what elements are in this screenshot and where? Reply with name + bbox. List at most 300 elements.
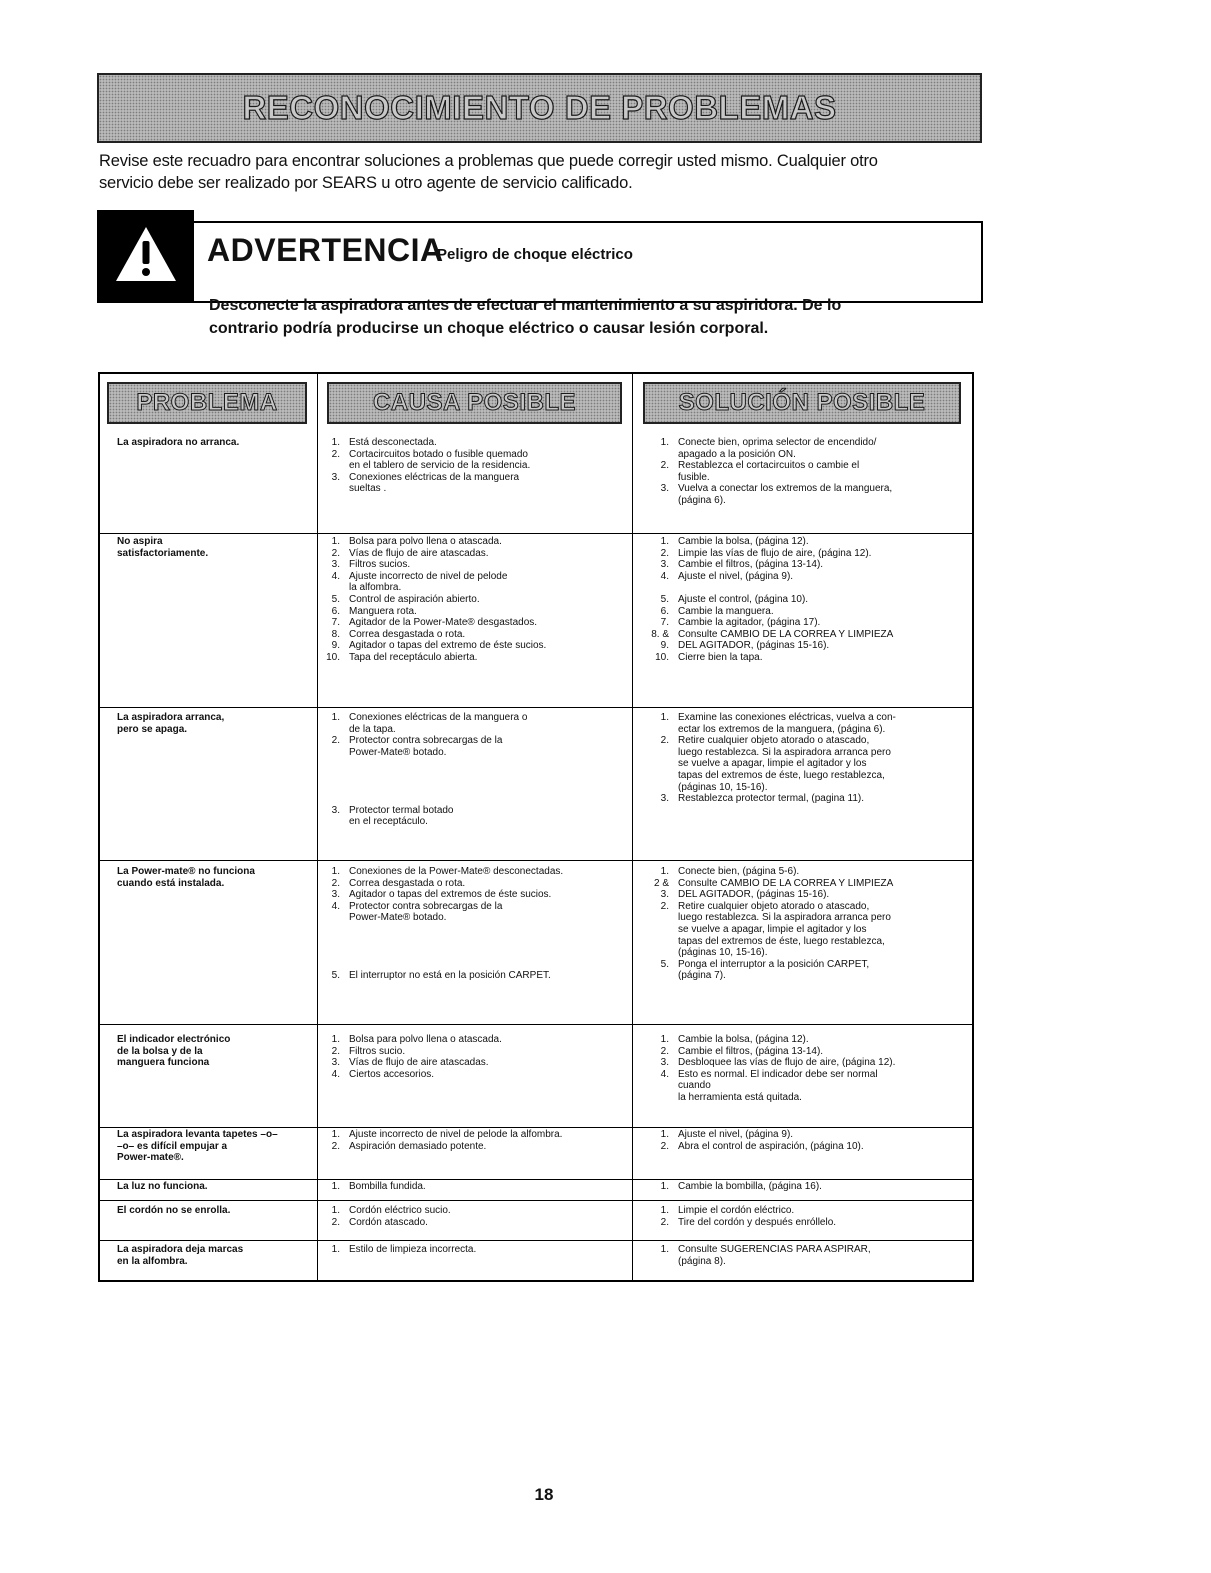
item-text (678, 959, 961, 982)
item-text (349, 548, 632, 560)
row-divider (98, 1240, 974, 1241)
item-number: 1. (331, 1034, 340, 1045)
list-item (651, 460, 961, 483)
item-number: 4. (331, 1068, 340, 1080)
item-line: Cambie la bolsa, (página 12). (678, 536, 809, 547)
item-number: 7. (331, 617, 340, 629)
item-text (678, 1046, 961, 1058)
header-cause (327, 382, 622, 424)
header-solution (643, 382, 961, 424)
item-number: 2. (331, 735, 340, 747)
warning-subtitle: Peligro de choque eléctrico (437, 246, 633, 263)
item-text (349, 652, 632, 664)
item-text (349, 629, 632, 641)
item-text (678, 606, 961, 618)
item-line: la herramienta está quitada. (678, 1091, 802, 1103)
list-item (651, 878, 961, 901)
item-text (678, 1034, 961, 1046)
item-line: Cambie la bombilla, (página 16). (678, 1181, 822, 1192)
row-divider (98, 1024, 974, 1025)
item-text (349, 449, 632, 472)
item-line: Ajuste el nivel, (página 9). (678, 570, 794, 582)
warning-title: ADVERTENCIA (207, 232, 444, 268)
item-text (678, 594, 961, 606)
problem-line: Power-mate®. (117, 1152, 184, 1164)
item-number: 3. (331, 559, 340, 571)
item-line: Cortacircuitos botado o fusible quemado (349, 448, 528, 460)
problem-line: La aspiradora levanta tapetes –o– (117, 1129, 278, 1140)
item-text (678, 1181, 961, 1193)
item-line: Cambie el filtros, (página 13-14). (678, 1045, 824, 1057)
item-line: Agitador o tapas del extremos de éste sucios. (349, 889, 552, 901)
item-number: 2. (660, 460, 669, 472)
item-line: Ajuste el nivel, (página 9). (678, 1129, 794, 1140)
item-number: 10. (326, 651, 340, 663)
item-line: Bolsa para polvo llena o atascada. (349, 536, 502, 547)
list-item (322, 437, 632, 449)
list-item (322, 735, 632, 805)
item-line: Protector contra sobrecargas de la (349, 900, 503, 912)
item-line (349, 947, 632, 959)
item-text (349, 805, 632, 828)
item-line: (páginas 10, 15-16). (678, 947, 768, 959)
list-item (322, 1181, 632, 1193)
item-number: 1. (660, 437, 669, 448)
list-item (651, 866, 961, 878)
list-item (322, 1057, 632, 1069)
item-number: 2. (660, 900, 669, 912)
problem-line: La Power-mate® no funciona (117, 866, 255, 877)
list-item (322, 970, 632, 982)
item-number: 1. (331, 536, 340, 547)
cause-cell (322, 1205, 632, 1228)
item-number: 9. (331, 640, 340, 652)
item-text (349, 1217, 632, 1229)
item-line: luego restablezca. Si la aspiradora arranca pero (678, 746, 891, 758)
row-divider (98, 860, 974, 861)
item-number: 2 & 3. (653, 877, 669, 901)
item-number: 1. (660, 1205, 669, 1216)
item-number: 2. (660, 1140, 669, 1152)
item-number: 1. (660, 1244, 669, 1255)
row-divider (98, 1127, 974, 1128)
item-line: Estilo de limpieza incorrecta. (349, 1244, 477, 1255)
item-line (349, 758, 632, 770)
list-item (651, 1217, 961, 1229)
problem-line: No aspira (117, 536, 163, 547)
item-line: Vías de flujo de aire atascadas. (349, 547, 489, 559)
list-item (651, 1244, 961, 1267)
row-divider (98, 1179, 974, 1180)
list-item (322, 449, 632, 472)
item-line: Bolsa para polvo llena o atascada. (349, 1034, 502, 1045)
item-line: Agitador o tapas del extremo de éste sucios. (349, 640, 547, 652)
item-line: apagado a la posición ON. (678, 448, 796, 460)
list-item (322, 1205, 632, 1217)
item-number: 4. (660, 1068, 669, 1080)
item-number: 2. (331, 1216, 340, 1228)
solution-cell (651, 1244, 961, 1267)
item-line: (página 6). (678, 494, 726, 506)
item-number: 1. (660, 712, 669, 723)
item-number: 1. (331, 1181, 340, 1192)
item-text (678, 548, 961, 560)
item-line: DEL AGITADOR, (páginas 15-16). (678, 640, 830, 652)
problem-line: manguera funciona (117, 1057, 210, 1069)
problem-line: de la bolsa y de la (117, 1045, 203, 1057)
item-line (678, 582, 961, 594)
problem-cell (117, 712, 307, 735)
item-text (349, 472, 632, 495)
list-item (651, 652, 961, 664)
item-line: se vuelve a apagar, limpie el agitador y los (678, 758, 867, 770)
item-text (678, 878, 961, 901)
item-number: 1. (331, 1205, 340, 1216)
item-text (349, 640, 632, 652)
list-item (322, 617, 632, 629)
list-item (651, 1205, 961, 1217)
item-line: Ajuste incorrecto de nivel de pelode (349, 570, 508, 582)
item-line (349, 936, 632, 948)
item-line: El interruptor no está en la posición CARPET. (349, 970, 551, 982)
item-line (349, 782, 632, 794)
list-item (322, 640, 632, 652)
item-line: Cordón eléctrico sucio. (349, 1205, 451, 1216)
item-line: tapas del extremos de éste, luego restablezca, (678, 935, 885, 947)
list-item (651, 594, 961, 606)
item-text (349, 1069, 632, 1081)
item-line: en el tablero de servicio de la residencia. (349, 460, 531, 472)
item-line: Control de aspiración abierto. (349, 593, 480, 605)
item-line: de la tapa. (349, 723, 396, 735)
item-text (349, 559, 632, 571)
cause-cell (322, 712, 632, 828)
item-number: 8. (331, 628, 340, 640)
problem-line: La aspiradora deja marcas (117, 1244, 244, 1255)
problem-cell (117, 866, 307, 889)
column-divider (317, 372, 318, 1282)
item-text (349, 536, 632, 548)
item-line: luego restablezca. Si la aspiradora arranca pero (678, 912, 891, 924)
list-item (322, 594, 632, 606)
list-item (322, 548, 632, 560)
item-line (349, 793, 632, 805)
item-line: la alfombra. (349, 582, 402, 594)
problem-line: en la alfombra. (117, 1255, 188, 1267)
item-line: Restablezca el cortacircuitos o cambie el (678, 460, 860, 472)
header-solution-label: SOLUCIÓN POSIBLE (678, 389, 926, 416)
item-line (349, 959, 632, 971)
list-item (322, 1046, 632, 1058)
item-text (349, 617, 632, 629)
item-text (349, 970, 632, 982)
item-number: 2. (660, 735, 669, 747)
list-item (651, 1141, 961, 1153)
list-item (651, 1129, 961, 1141)
item-number: 3. (660, 793, 669, 805)
item-line: Abra el control de aspiración, (página 10). (678, 1140, 864, 1152)
item-text (349, 1034, 632, 1046)
item-number: 1. (660, 1129, 669, 1140)
item-line: Filtros sucios. (349, 559, 411, 571)
item-line: Power-Mate® botado. (349, 912, 447, 924)
item-line: Power-Mate® botado. (349, 746, 447, 758)
list-item (651, 548, 961, 560)
item-number: 3. (331, 804, 340, 816)
item-line: Filtros sucio. (349, 1045, 406, 1057)
page-number: 18 (534, 1485, 554, 1504)
item-line: Tapa del receptáculo abierta. (349, 651, 478, 663)
list-item (651, 1034, 961, 1046)
item-line (349, 770, 632, 782)
item-text (349, 878, 632, 890)
problem-cell (117, 536, 307, 559)
cause-cell (322, 536, 632, 664)
list-item (651, 1181, 961, 1193)
item-text (349, 889, 632, 901)
list-item (322, 1244, 632, 1256)
item-line (349, 924, 632, 936)
item-number: 3. (331, 1057, 340, 1069)
item-line: Desbloquee las vías de flujo de aire, (página 12). (678, 1057, 896, 1069)
item-text (678, 712, 961, 735)
item-text (678, 866, 961, 878)
item-number: 2. (331, 1140, 340, 1152)
list-item (322, 472, 632, 495)
item-number: 1. (660, 1034, 669, 1045)
header-problem-label: PROBLEMA (136, 389, 278, 416)
list-item (651, 901, 961, 959)
item-line: Manguera rota. (349, 605, 417, 617)
item-line: Consulte CAMBIO DE LA CORREA Y LIMPIEZA (678, 877, 894, 889)
item-number: 5. (331, 593, 340, 605)
item-line: fusible. (678, 471, 710, 483)
item-line: (páginas 10, 15-16). (678, 781, 768, 793)
item-number: 5. (660, 593, 669, 605)
item-text (678, 1129, 961, 1141)
item-line: Retire cualquier objeto atorado o atascado, (678, 735, 870, 747)
item-line: DEL AGITADOR, (páginas 15-16). (678, 889, 830, 901)
item-text (678, 483, 961, 506)
list-item (322, 1141, 632, 1153)
item-number: 10. (655, 651, 669, 663)
list-item (651, 536, 961, 548)
item-text (678, 629, 961, 652)
item-number: 4. (660, 570, 669, 582)
problem-line: El indicador electrónico (117, 1034, 231, 1045)
item-line: Conecte bien, oprima selector de encendido/ (678, 437, 877, 448)
item-line: Limpie el cordón eléctrico. (678, 1205, 795, 1216)
title-banner (97, 73, 982, 143)
cause-cell (322, 1129, 632, 1152)
item-number: 2. (331, 547, 340, 559)
item-line: Cambie la bolsa, (página 12). (678, 1034, 809, 1045)
item-text (678, 1057, 961, 1069)
item-number: 8. & 9. (651, 628, 669, 652)
item-text (349, 1057, 632, 1069)
list-item (322, 901, 632, 971)
item-text (678, 1069, 961, 1104)
item-line: Examine las conexiones eléctricas, vuelva a con- (678, 712, 896, 723)
item-text (349, 1046, 632, 1058)
warning-body-line-2: contrario podría producirse un choque eléctrico o causar lesión corporal. (209, 320, 769, 337)
item-text (349, 735, 632, 805)
item-text (678, 617, 961, 629)
item-number: 2. (660, 1045, 669, 1057)
item-text (349, 1244, 632, 1256)
solution-cell (651, 712, 961, 805)
item-text (349, 1129, 632, 1141)
item-number: 4. (331, 570, 340, 582)
item-text (349, 1181, 632, 1193)
item-line: Protector termal botado (349, 804, 454, 816)
item-line: Retire cualquier objeto atorado o atascado, (678, 900, 870, 912)
solution-cell (651, 536, 961, 664)
problem-line: pero se apaga. (117, 723, 188, 735)
page-title: RECONOCIMIENTO DE PROBLEMAS (242, 89, 837, 126)
item-text (349, 712, 632, 735)
item-text (678, 652, 961, 664)
item-number: 1. (331, 1129, 340, 1140)
solution-cell (651, 866, 961, 982)
cause-cell (322, 1181, 632, 1193)
item-text (678, 460, 961, 483)
item-number: 5. (660, 958, 669, 970)
list-item (651, 606, 961, 618)
item-line: (página 7). (678, 970, 726, 982)
item-text (678, 536, 961, 548)
item-line: Ajuste el control, (página 10). (678, 593, 809, 605)
item-line: Cambie la manguera. (678, 605, 774, 617)
item-number: 3. (660, 1057, 669, 1069)
item-line: Conecte bien, (página 5-6). (678, 866, 800, 877)
item-text (678, 1141, 961, 1153)
item-number: 5. (331, 970, 340, 982)
item-number: 3. (660, 559, 669, 571)
row-divider (98, 1200, 974, 1201)
item-text (349, 1141, 632, 1153)
warning-body-line-1: Desconecte la aspiradora antes de efectuar el mantenimiento a su aspiridora. De lo (209, 297, 842, 314)
item-number: 3. (331, 471, 340, 483)
item-number: 4. (331, 900, 340, 912)
problem-line: La aspiradora no arranca. (117, 437, 240, 448)
item-line: Restablezca protector termal, (pagina 11). (678, 793, 865, 805)
item-text (678, 793, 961, 805)
item-text (678, 735, 961, 793)
item-number: 2. (331, 877, 340, 889)
item-text (678, 437, 961, 460)
item-line: Aspiración demasiado potente. (349, 1140, 487, 1152)
item-number: 7. (660, 617, 669, 629)
cause-cell (322, 437, 632, 495)
warning-triangle-icon (113, 224, 179, 284)
column-divider (632, 372, 633, 1282)
item-number: 2. (331, 448, 340, 460)
list-item (651, 793, 961, 805)
list-item (322, 1217, 632, 1229)
problem-cell (117, 1244, 307, 1267)
item-line: Está desconectada. (349, 437, 437, 448)
item-number: 6. (660, 605, 669, 617)
item-line: se vuelve a apagar, limpie el agitador y los (678, 923, 867, 935)
solution-cell (651, 1205, 961, 1228)
list-item (322, 889, 632, 901)
list-item (651, 712, 961, 735)
item-line: Cambie la agitador, (página 17). (678, 617, 821, 629)
item-text (349, 1205, 632, 1217)
list-item (651, 571, 961, 594)
item-line: Cierre bien la tapa. (678, 651, 763, 663)
problem-line: cuando está instalada. (117, 877, 225, 889)
list-item (651, 1057, 961, 1069)
item-line: Ciertos accesorios. (349, 1068, 435, 1080)
item-line: Cordón atascado. (349, 1216, 428, 1228)
item-line: Agitador de la Power-Mate® desgastados. (349, 617, 538, 629)
item-line: Tire del cordón y después enróllelo. (678, 1216, 837, 1228)
item-text (349, 437, 632, 449)
list-item (322, 1034, 632, 1046)
item-number: 3. (331, 889, 340, 901)
item-text (678, 1217, 961, 1229)
list-item (651, 483, 961, 506)
problem-cell (117, 1205, 307, 1217)
item-number: 2. (660, 1216, 669, 1228)
item-line: Correa desgastada o rota. (349, 877, 466, 889)
list-item (322, 1069, 632, 1081)
problem-cell (117, 437, 307, 449)
item-text (678, 1244, 961, 1267)
item-line: ectar los extremos de la manguera, (página 6). (678, 723, 886, 735)
problem-line: El cordón no se enrolla. (117, 1205, 231, 1216)
item-line: Cambie el filtros, (página 13-14). (678, 559, 824, 571)
item-line: Ponga el interruptor a la posición CARPET, (678, 958, 870, 970)
row-divider (98, 533, 974, 534)
intro-line-1: Revise este recuadro para encontrar soluciones a problemas que puede corregir usted mismo. Cualquier otro (99, 152, 878, 170)
list-item (651, 1069, 961, 1104)
list-item (322, 878, 632, 890)
header-cause-label: CAUSA POSIBLE (373, 389, 576, 416)
list-item (651, 735, 961, 793)
header-problem (107, 382, 307, 424)
list-item (651, 617, 961, 629)
list-item (651, 437, 961, 460)
item-text (349, 901, 632, 971)
item-line: Conexiones eléctricas de la manguera (349, 471, 520, 483)
item-line: sueltas . (349, 483, 387, 495)
item-line: Protector contra sobrecargas de la (349, 735, 503, 747)
item-line: Correa desgastada o rota. (349, 628, 466, 640)
item-number: 1. (331, 1244, 340, 1255)
problem-cell (117, 1129, 307, 1164)
problem-line: satisfactoriamente. (117, 547, 209, 559)
item-number: 2. (660, 547, 669, 559)
list-item (322, 571, 632, 594)
problem-line: –o– es difícil empujar a (117, 1140, 228, 1152)
list-item (651, 559, 961, 571)
item-line: Ajuste incorrecto de nivel de pelode la alfombra. (349, 1129, 563, 1140)
problem-line: La aspiradora arranca, (117, 712, 225, 723)
item-number: 1. (331, 712, 340, 723)
item-number: 3. (660, 483, 669, 495)
intro-line-2: servicio debe ser realizado por SEARS u otro agente de servicio calificado. (99, 174, 633, 192)
list-item (651, 959, 961, 982)
list-item (322, 805, 632, 828)
item-line: en el receptáculo. (349, 816, 428, 828)
item-number: 6. (331, 605, 340, 617)
item-line: tapas del extremos de éste, luego restablezca, (678, 769, 885, 781)
item-number: 1. (660, 1181, 669, 1192)
item-number: 1. (331, 437, 340, 448)
